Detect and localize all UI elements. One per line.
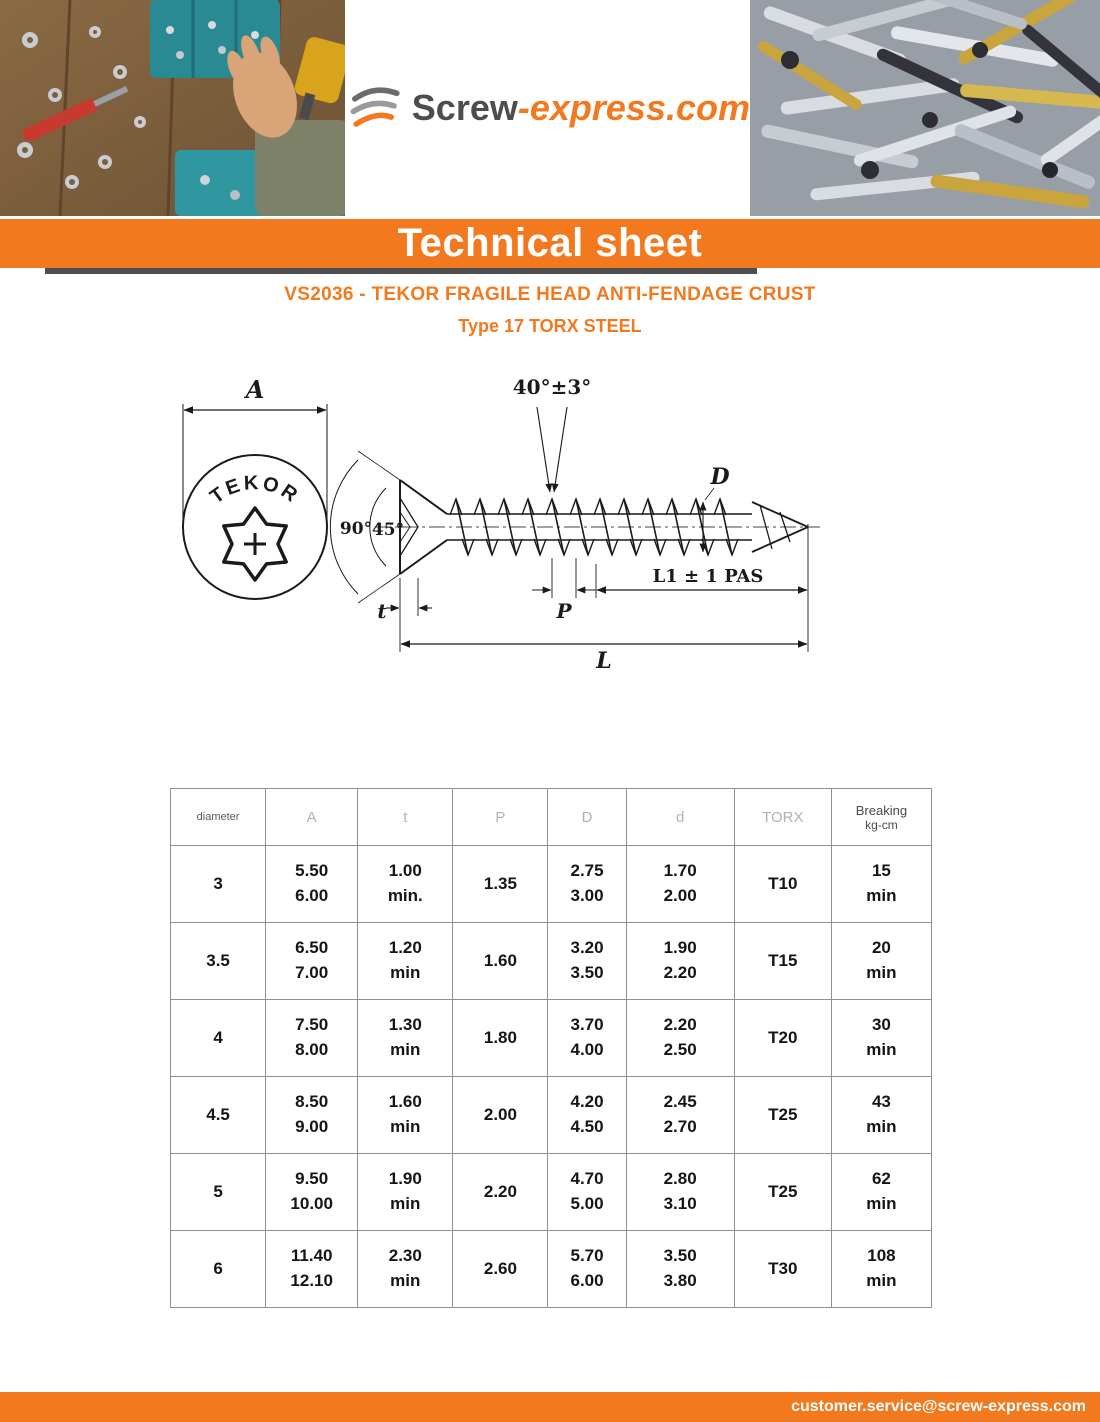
dim-label-d: D: [710, 464, 730, 490]
angle-90-label: 90°: [339, 519, 373, 539]
cell-t: 1.20 min: [358, 923, 453, 1000]
brand-logo: [345, 0, 750, 216]
cell-torx: T25: [734, 1154, 831, 1231]
dim-label-t: t: [377, 599, 387, 623]
cell-d-minor: 2.45 2.70: [626, 1077, 734, 1154]
table-row: [171, 923, 932, 1000]
cell-torx: T10: [734, 846, 831, 923]
workbench-photo-illustration: [0, 0, 345, 216]
col-header-d-major: D: [548, 789, 626, 846]
workbench-photo: [0, 0, 345, 216]
cell-diameter: 4: [171, 1000, 266, 1077]
cell-p: 2.00: [453, 1077, 548, 1154]
cell-torx: T30: [734, 1231, 831, 1308]
cell-torx: T25: [734, 1077, 831, 1154]
technical-drawing: [160, 352, 940, 697]
cell-d-minor: 3.50 3.80: [626, 1231, 734, 1308]
contact-email: customer.service@screw-express.com: [791, 1398, 1086, 1415]
cell-a: 5.50 6.00: [266, 846, 358, 923]
cell-d-minor: 2.20 2.50: [626, 1000, 734, 1077]
logo-swoosh-icon: [345, 75, 404, 141]
cell-breaking: 15 min: [831, 846, 931, 923]
cell-breaking: 108 min: [831, 1231, 931, 1308]
cell-a: 9.50 10.00: [266, 1154, 358, 1231]
cell-t: 1.30 min: [358, 1000, 453, 1077]
cell-breaking: 43 min: [831, 1077, 931, 1154]
brand-name-dark: Screw: [411, 87, 518, 128]
dim-label-a: A: [245, 375, 265, 404]
cell-t: 1.90 min: [358, 1154, 453, 1231]
thread-angle-label: 40°±3°: [512, 375, 592, 399]
cell-torx: T15: [734, 923, 831, 1000]
cell-d-minor: 2.80 3.10: [626, 1154, 734, 1231]
dim-label-l: L: [596, 648, 612, 674]
spec-table-container: [170, 788, 932, 1308]
page-header: [0, 0, 1100, 216]
cell-breaking: 62 min: [831, 1154, 931, 1231]
cell-torx: T20: [734, 1000, 831, 1077]
col-header-t: t: [358, 789, 453, 846]
banner-title: Technical sheet: [397, 221, 703, 265]
banner: [0, 219, 1100, 268]
cell-t: 1.60 min: [358, 1077, 453, 1154]
screw-drawing-svg: [160, 352, 940, 697]
cell-t: 1.00 min.: [358, 846, 453, 923]
cell-d-minor: 1.70 2.00: [626, 846, 734, 923]
cell-d-major: 5.70 6.00: [548, 1231, 626, 1308]
cell-d-major: 3.70 4.00: [548, 1000, 626, 1077]
cell-diameter: 3.5: [171, 923, 266, 1000]
cell-p: 1.80: [453, 1000, 548, 1077]
cell-a: 6.50 7.00: [266, 923, 358, 1000]
cell-p: 1.35: [453, 846, 548, 923]
spec-table: [170, 788, 932, 1308]
cell-breaking: 20 min: [831, 923, 931, 1000]
product-title: VS2036 - TEKOR FRAGILE HEAD ANTI-FENDAGE CRUST: [284, 284, 816, 305]
cell-a: 7.50 8.00: [266, 1000, 358, 1077]
cell-p: 2.60: [453, 1231, 548, 1308]
col-header-a: A: [266, 789, 358, 846]
cell-a: 8.50 9.00: [266, 1077, 358, 1154]
cell-t: 2.30 min: [358, 1231, 453, 1308]
table-row: [171, 846, 932, 923]
banner-shadow: [45, 268, 757, 274]
col-header-torx: TORX: [734, 789, 831, 846]
page-footer: [0, 1392, 1100, 1422]
cell-diameter: 5: [171, 1154, 266, 1231]
head-brand-text: TEKOR: [206, 471, 304, 509]
col-header-diameter: diameter: [171, 789, 266, 846]
screws-photo: [750, 0, 1100, 216]
dim-label-p: P: [556, 599, 572, 623]
cell-d-major: 2.75 3.00: [548, 846, 626, 923]
cell-diameter: 3: [171, 846, 266, 923]
dim-label-l1: L1 ± 1 PAS: [652, 566, 764, 587]
col-header-breaking: Breaking kg-cm: [831, 789, 931, 846]
col-header-p: P: [453, 789, 548, 846]
cell-p: 1.60: [453, 923, 548, 1000]
table-row: [171, 1231, 932, 1308]
product-subtitle: Type 17 TORX STEEL: [458, 316, 642, 336]
col-header-d-minor: d: [626, 789, 734, 846]
cell-a: 11.40 12.10: [266, 1231, 358, 1308]
cell-d-minor: 1.90 2.20: [626, 923, 734, 1000]
brand-name-orange: -express.com: [517, 87, 750, 128]
brand-name: [412, 87, 750, 129]
table-row: [171, 1154, 932, 1231]
cell-breaking: 30 min: [831, 1000, 931, 1077]
table-row: [171, 1000, 932, 1077]
angle-45-label: 45°: [371, 520, 405, 540]
cell-d-major: 3.20 3.50: [548, 923, 626, 1000]
table-header-row: [171, 789, 932, 846]
cell-p: 2.20: [453, 1154, 548, 1231]
cell-diameter: 4.5: [171, 1077, 266, 1154]
screws-photo-illustration: [750, 0, 1100, 216]
table-row: [171, 1077, 932, 1154]
cell-d-major: 4.20 4.50: [548, 1077, 626, 1154]
cell-d-major: 4.70 5.00: [548, 1154, 626, 1231]
cell-diameter: 6: [171, 1231, 266, 1308]
